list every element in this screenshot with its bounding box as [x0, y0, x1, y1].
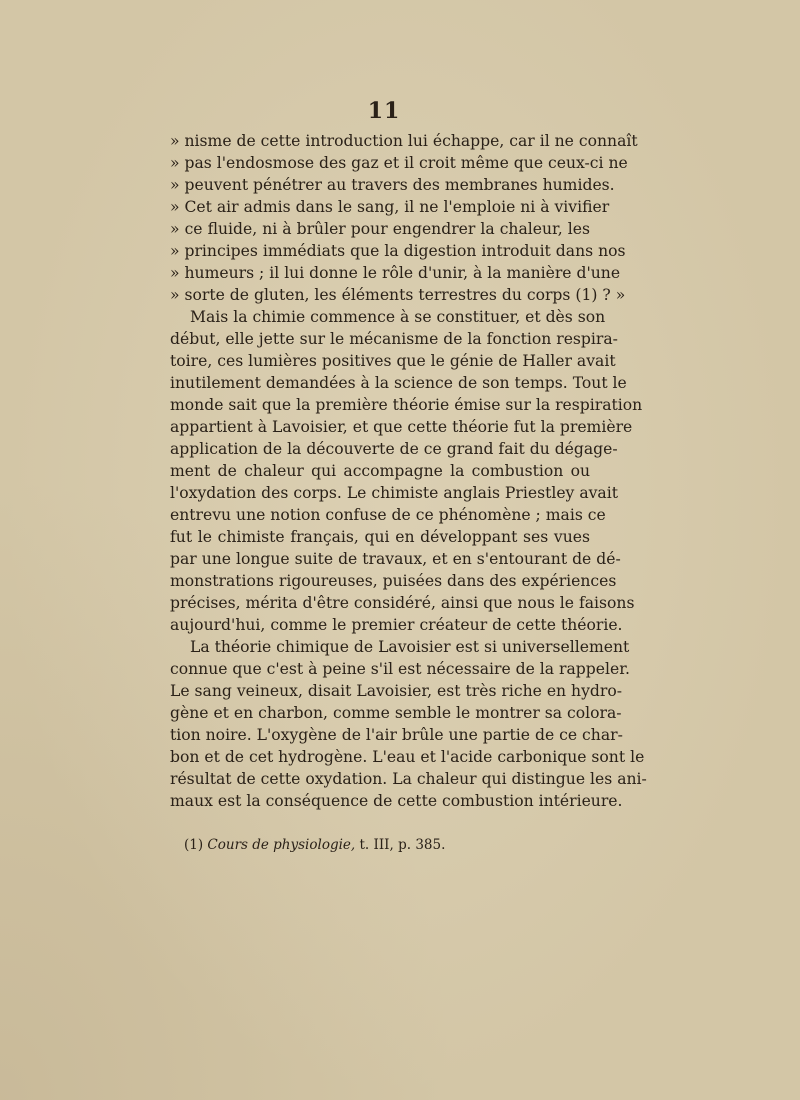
- text-line: maux est la conséquence de cette combustion intérieure.: [170, 792, 623, 810]
- text-line: inutilement demandées à la science de son temps. Tout le: [170, 374, 627, 392]
- footnote: [184, 836, 445, 854]
- text-line: » ce fluide, ni à brûler pour engendrer la chaleur, les: [170, 220, 590, 238]
- text-line: début, elle jette sur le mécanisme de la fonction respira-: [170, 330, 618, 348]
- text-line: La théorie chimique de Lavoisier est si universellement: [190, 638, 630, 656]
- text-line: » Cet air admis dans le sang, il ne l'emploie ni à vivifier: [170, 198, 610, 216]
- text-line: résultat de cette oxydation. La chaleur qui distingue les ani-: [170, 770, 647, 788]
- text-line: appartient à Lavoisier, et que cette théorie fut la première: [170, 418, 633, 436]
- footnote-reference: t. III, p. 385.: [359, 837, 446, 853]
- text-line: Le sang veineux, disait Lavoisier, est très riche en hydro-: [170, 682, 622, 700]
- footnote-marker: (1): [184, 837, 204, 853]
- text-line: bon et de cet hydrogène. L'eau et l'acide carbonique sont le: [170, 748, 645, 766]
- text-line: » humeurs ; il lui donne le rôle d'unir, à la manière d'une: [170, 264, 621, 282]
- footnote-title: Cours de physiologie,: [207, 837, 356, 853]
- text-line: entrevu une notion confuse de ce phénomène ; mais ce: [170, 506, 606, 524]
- text-line: tion noire. L'oxygène de l'air brûle une partie de ce char-: [170, 726, 623, 744]
- text-line: monstrations rigoureuses, puisées dans des expériences: [170, 572, 617, 590]
- text-line: » nisme de cette introduction lui échappe, car il ne connaît: [170, 132, 638, 150]
- text-line: aujourd'hui, comme le premier créateur de cette théorie.: [170, 616, 623, 634]
- text-line: application de la découverte de ce grand fait du dégage-: [170, 440, 618, 458]
- text-line: » peuvent pénétrer au travers des membranes humides.: [170, 176, 615, 194]
- text-line: l'oxydation des corps. Le chimiste anglais Priestley avait: [170, 484, 618, 502]
- text-line: » pas l'endosmose des gaz et il croit même que ceux-ci ne: [170, 154, 628, 172]
- body-text: [170, 130, 647, 812]
- text-line: fut le chimiste français, qui en développant ses vues: [170, 528, 590, 546]
- text-line: ment de chaleur qui accompagne la combustion ou: [170, 462, 590, 480]
- text-line: » principes immédiats que la digestion introduit dans nos: [170, 242, 626, 260]
- text-line: toire, ces lumières positives que le génie de Haller avait: [170, 352, 616, 370]
- text-line: gène et en charbon, comme semble le montrer sa colora-: [170, 704, 622, 722]
- text-line: connue que c'est à peine s'il est nécessaire de la rappeler.: [170, 660, 630, 678]
- text-line: Mais la chimie commence à se constituer, et dès son: [190, 308, 606, 326]
- text-line: précises, mérita d'être considéré, ainsi que nous le faisons: [170, 594, 635, 612]
- text-line: par une longue suite de travaux, et en s'entourant de dé-: [170, 550, 621, 568]
- page-number: 11: [367, 98, 401, 124]
- text-line: monde sait que la première théorie émise sur la respiration: [170, 396, 643, 414]
- text-line: » sorte de gluten, les éléments terrestres du corps (1) ? »: [170, 286, 626, 304]
